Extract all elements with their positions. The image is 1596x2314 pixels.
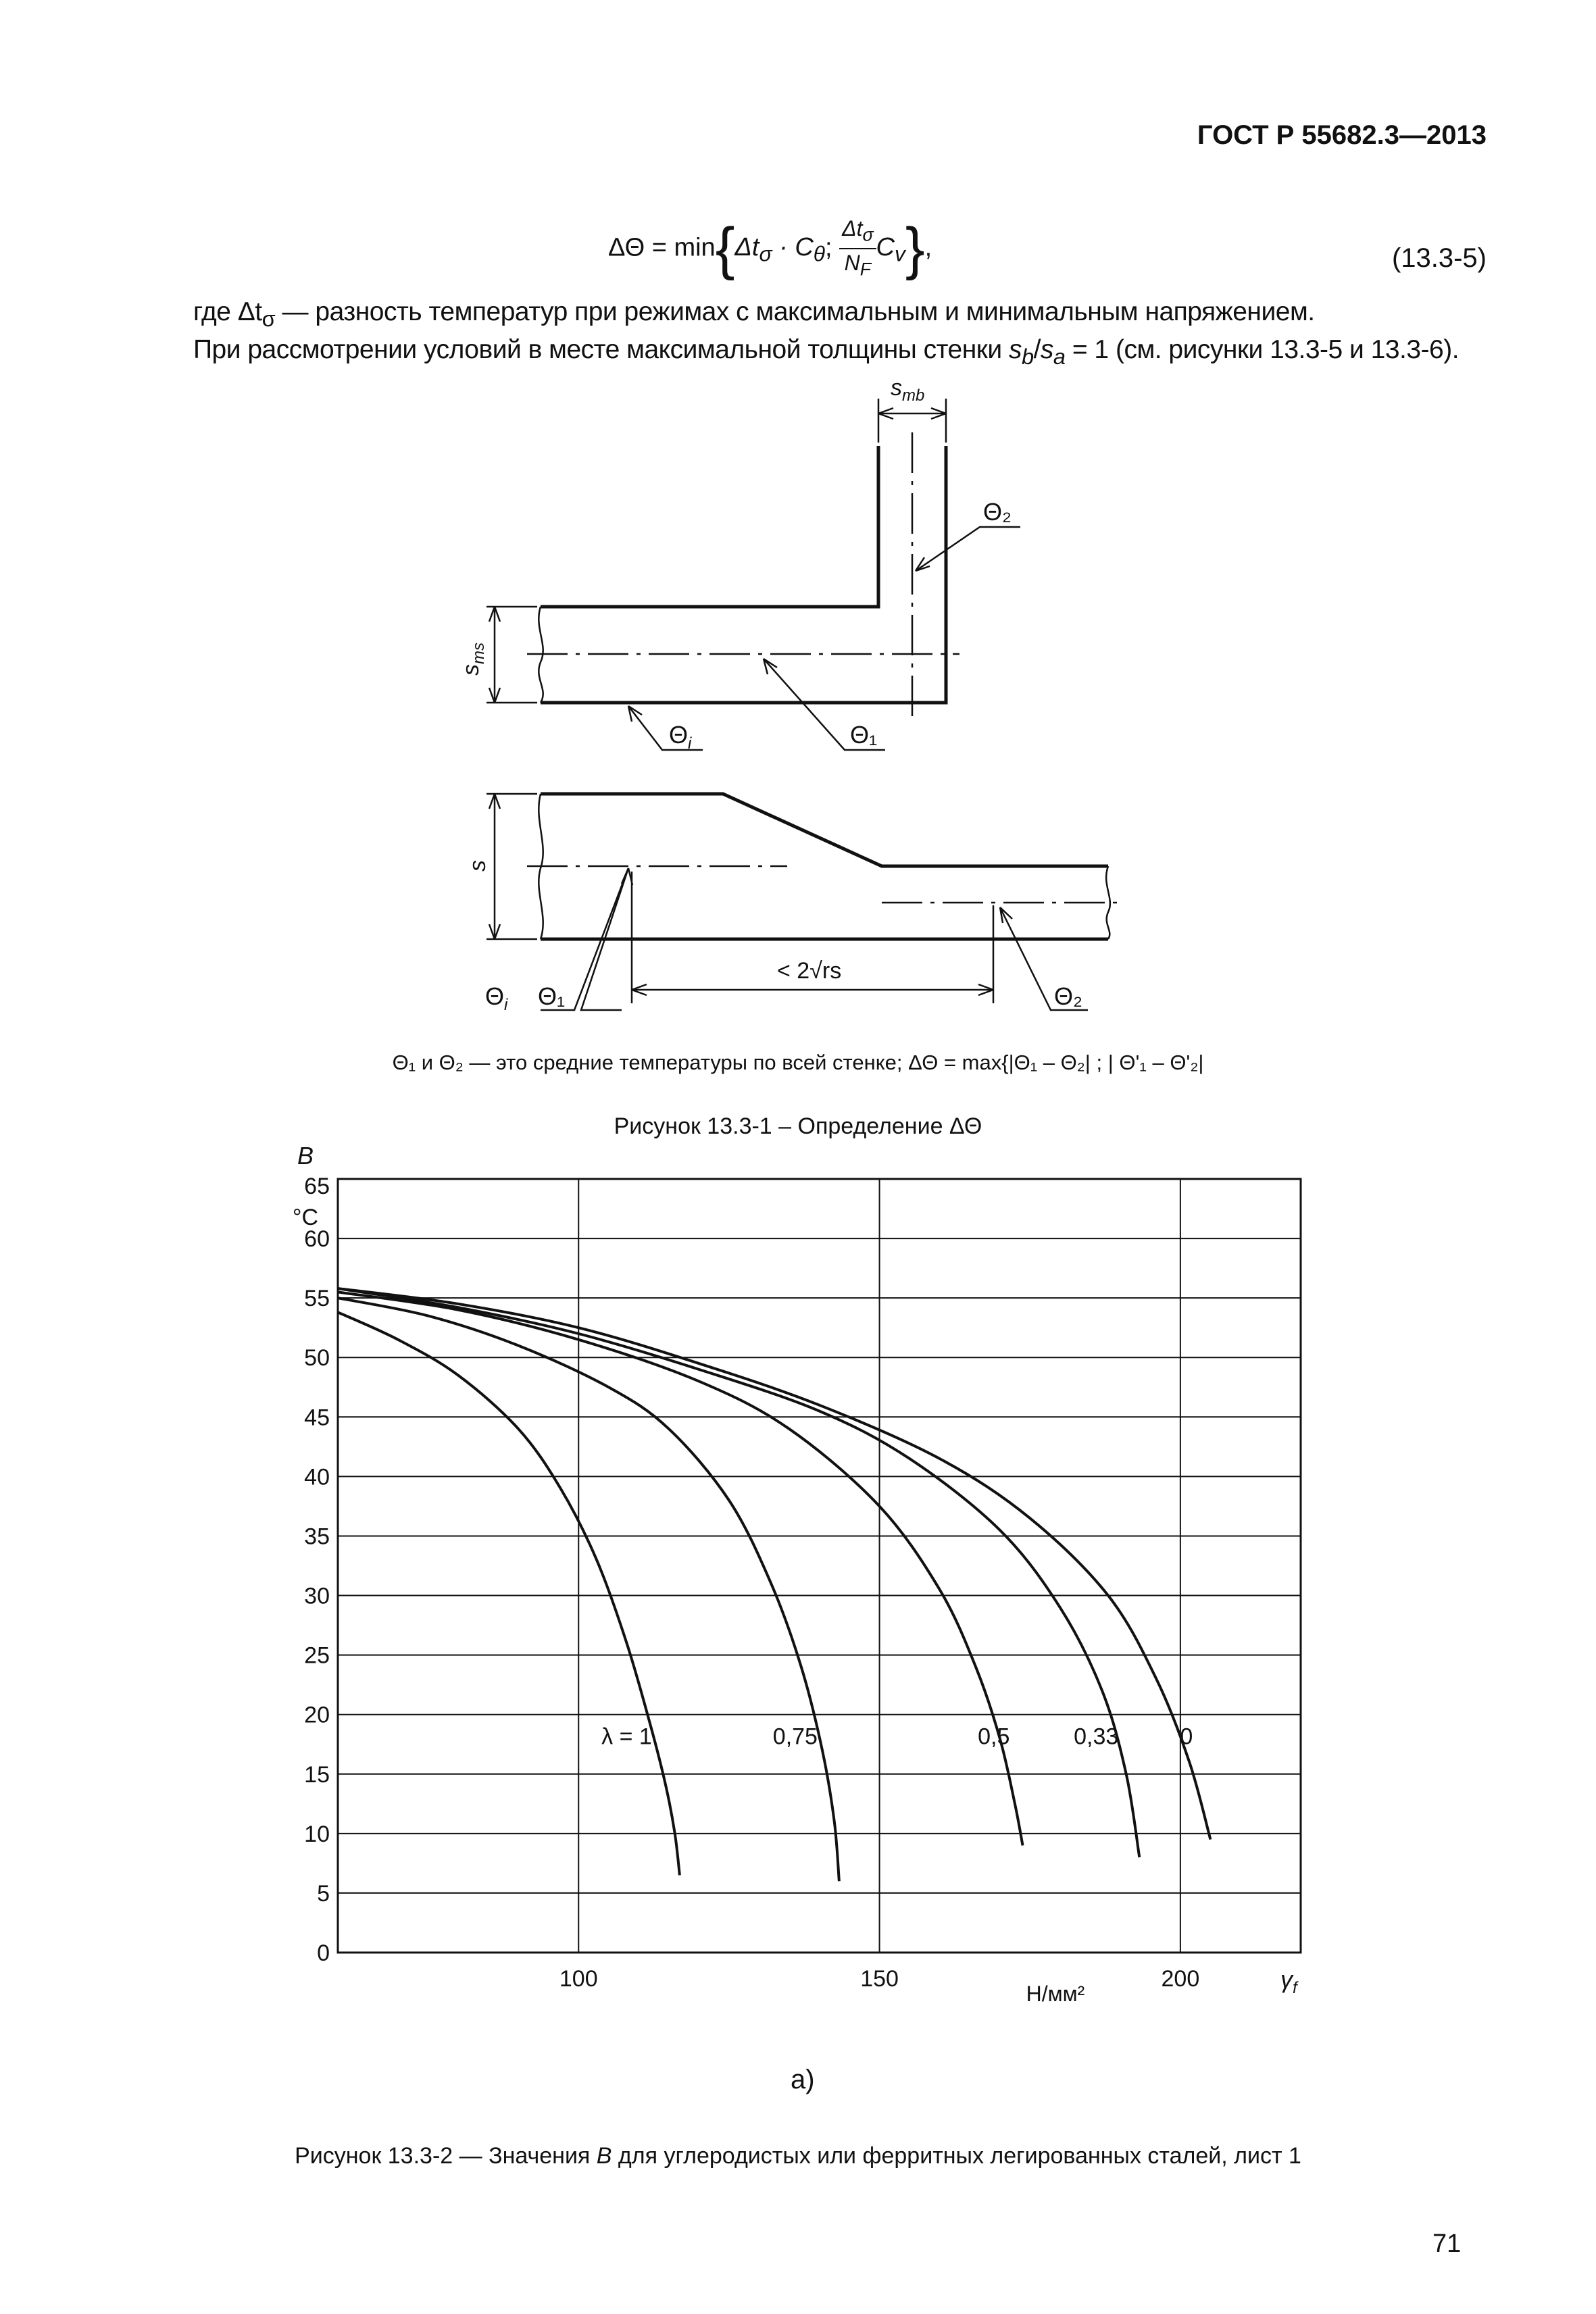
label-theta2-lower: Θ₂ (1054, 982, 1082, 1010)
formula-sep: ; (824, 233, 832, 262)
y-axis-unit: °C (292, 1205, 319, 1230)
y-tick-label: 60 (304, 1226, 330, 1253)
label-sms: $s_{ms}$ (458, 643, 488, 676)
y-tick-label: 50 (304, 1345, 330, 1372)
x-tick-label: 200 (1161, 1966, 1200, 1992)
series-label-3: 0,33 (1074, 1724, 1119, 1750)
y-tick-label: 30 (304, 1583, 330, 1609)
formula-term1-rest-sub: θ (813, 242, 825, 267)
y-tick-label: 15 (304, 1761, 330, 1788)
y-tick-label: 35 (304, 1524, 330, 1550)
label-thetai-upper: $\Theta_i$ (669, 721, 692, 753)
formula-lhs: ΔΘ = min (608, 233, 716, 262)
formula-tail-sub: v (895, 242, 905, 267)
formula-frac-den: $N_F$ (844, 251, 872, 280)
y-tick-label: 65 (304, 1174, 330, 1199)
x-tick-label: 100 (559, 1966, 598, 1992)
series-label-1: 0,75 (772, 1724, 818, 1750)
y-tick-label: 0 (317, 1940, 330, 1966)
series-label-4: 0 (1180, 1724, 1193, 1750)
label-dim-2sqrtrs: < 2√rs (777, 958, 842, 984)
label-thetai-lower: $\Theta_i$ (485, 982, 508, 1014)
series-label-0: λ = 1 (601, 1724, 652, 1750)
formula: $\Delta\Theta = \min\{\Delta t_\sigma \cdot C_\theta$; $\frac{\Delta t_\sigma}{N_F}$ $C_v$}, (608, 215, 932, 283)
formula-open-brace: { (715, 216, 735, 281)
label-smb: $s_{mb}$ (891, 375, 925, 405)
formula-term1-rest: · C (772, 233, 814, 262)
series-label-2: 0,5 (978, 1724, 1010, 1750)
page-number: 71 (1432, 2230, 1462, 2258)
label-theta1-lower: Θ₁ (538, 982, 566, 1010)
figure1-note: Θ₁ и Θ₂ — это средние температуры по всей стенке; ΔΘ = max{|Θ₁ – Θ₂| ; | Θ'₁ – Θ'₂| (392, 1051, 1204, 1074)
formula-tail: C (876, 233, 895, 262)
formula-term1-sub: σ (759, 242, 772, 267)
x-axis-label: $\gamma_f$ (1280, 1965, 1297, 1997)
figure2-sublabel: а) (791, 2065, 815, 2094)
standard-header: ГОСТ Р 55682.3—2013 (1197, 120, 1487, 150)
label-theta1-upper: Θ₁ (850, 721, 878, 749)
paragraph-2: При рассмотрении условий в месте максимальной толщины стенки $s_b/s_a = 1$ (см. рисунки 13.3-5 и 13.3-6). (193, 335, 1460, 369)
figure2-caption: Рисунок 13.3-2 — Значения B для углеродистых или ферритных легированных сталей, лист 1 (295, 2143, 1301, 2169)
y-axis-label: B (297, 1142, 314, 1169)
formula-term1: Δt (734, 233, 759, 262)
y-tick-label: 55 (304, 1286, 330, 1312)
formula-frac-num: $\Delta t_\sigma$ (839, 215, 876, 249)
y-tick-label: 40 (304, 1464, 330, 1490)
series-line-2 (338, 1292, 1023, 1845)
paragraph-1: где $\Delta t_\sigma$ — разность температур при режимах с максимальным и минимальным напряжением. (193, 297, 1315, 331)
y-tick-label: 10 (304, 1821, 330, 1847)
y-tick-label: 25 (304, 1642, 330, 1669)
y-tick-label: 20 (304, 1702, 330, 1728)
y-tick-label: 5 (317, 1880, 330, 1907)
figure1-caption: Рисунок 13.3-1 – Определение ΔΘ (614, 1113, 982, 1139)
label-s: s (465, 860, 491, 872)
formula-close-brace: } (905, 216, 925, 281)
x-axis-unit: Н/мм² (1026, 1982, 1085, 2006)
y-tick-label: 45 (304, 1405, 330, 1431)
x-tick-label: 150 (860, 1966, 899, 1992)
chart-frame (338, 1179, 1301, 1953)
formula-number: (13.3-5) (1391, 243, 1487, 273)
series-line-4 (338, 1288, 1210, 1840)
label-theta2-upper: Θ₂ (983, 498, 1012, 526)
series-line-0 (338, 1312, 680, 1875)
